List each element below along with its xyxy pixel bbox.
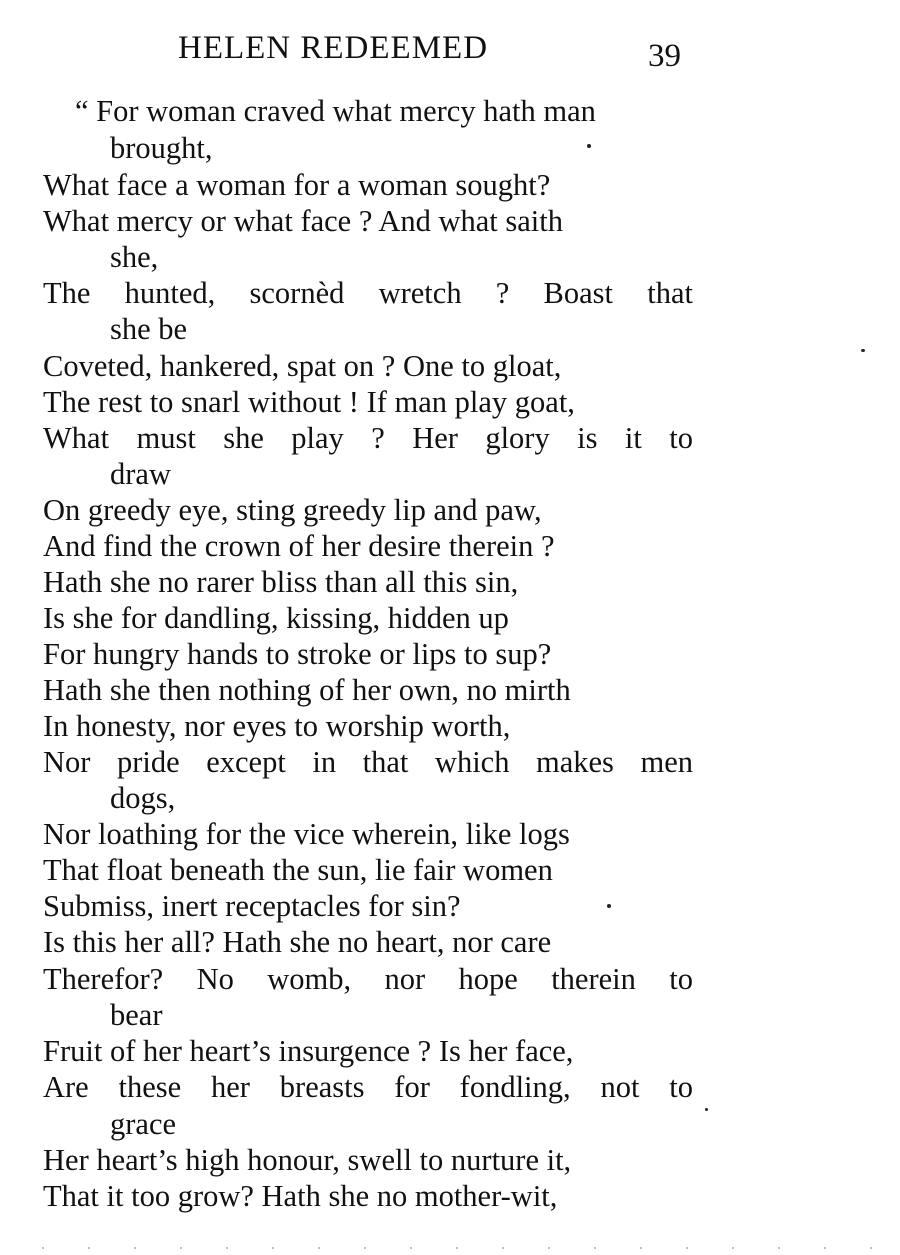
verse-line: Nor pride except in that which makes men: [43, 745, 693, 779]
verse-line: What mercy or what face ? And what saith: [43, 204, 563, 238]
verse-line: Her heart’s high honour, swell to nurture it,: [43, 1143, 572, 1177]
page-number: 39: [648, 38, 681, 74]
verse-line: The rest to snarl without ! If man play goat,: [43, 385, 575, 419]
verse-line-continuation: draw: [110, 457, 171, 491]
verse-line: And find the crown of her desire therein ?: [43, 529, 555, 563]
verse-line: That it too grow? Hath she no mother-wit,: [43, 1179, 558, 1213]
scan-speck: [607, 904, 611, 908]
scan-speck: [861, 349, 865, 352]
verse-line-continuation: grace: [110, 1107, 177, 1141]
verse-line: On greedy eye, sting greedy lip and paw,: [43, 493, 542, 527]
verse-line-continuation: dogs,: [110, 781, 176, 815]
verse-line: The hunted, scornèd wretch ? Boast that: [43, 276, 693, 310]
verse-line: That float beneath the sun, lie fair women: [43, 853, 553, 887]
verse-line: Hath she no rarer bliss than all this sin,: [43, 565, 519, 599]
verse-line: Is she for dandling, kissing, hidden up: [43, 601, 509, 635]
verse-line-continuation: bear: [110, 998, 163, 1032]
verse-line: Is this her all? Hath she no heart, nor care: [43, 925, 552, 959]
verse-line: Hath she then nothing of her own, no mirth: [43, 673, 571, 707]
verse-line: Submiss, inert receptacles for sin?: [43, 889, 461, 923]
verse-line: In honesty, nor eyes to worship worth,: [43, 709, 511, 743]
verse-line: What face a woman for a woman sought?: [43, 168, 551, 202]
verse-line-continuation: she be: [110, 312, 188, 346]
verse-line: Coveted, hankered, spat on ? One to gloat,: [43, 349, 562, 383]
verse-line: Are these her breasts for fondling, not to: [43, 1070, 693, 1104]
verse-line: “ For woman craved what mercy hath man: [75, 94, 596, 128]
verse-line: What must she play ? Her glory is it to: [43, 421, 693, 455]
running-head: [0, 28, 900, 76]
running-title: HELEN REDEEMED: [178, 30, 489, 66]
scan-edge-rule: [20, 1247, 880, 1249]
scan-speck: [705, 1108, 708, 1111]
verse-line: Nor loathing for the vice wherein, like logs: [43, 817, 570, 851]
verse-line: Therefor? No womb, nor hope therein to: [43, 962, 693, 996]
verse-line-continuation: she,: [110, 240, 159, 274]
scan-speck: [587, 144, 591, 148]
verse-line-continuation: brought,: [110, 131, 213, 165]
verse-line: For hungry hands to stroke or lips to sup?: [43, 637, 552, 671]
verse-line: Fruit of her heart’s insurgence ? Is her face,: [43, 1034, 574, 1068]
